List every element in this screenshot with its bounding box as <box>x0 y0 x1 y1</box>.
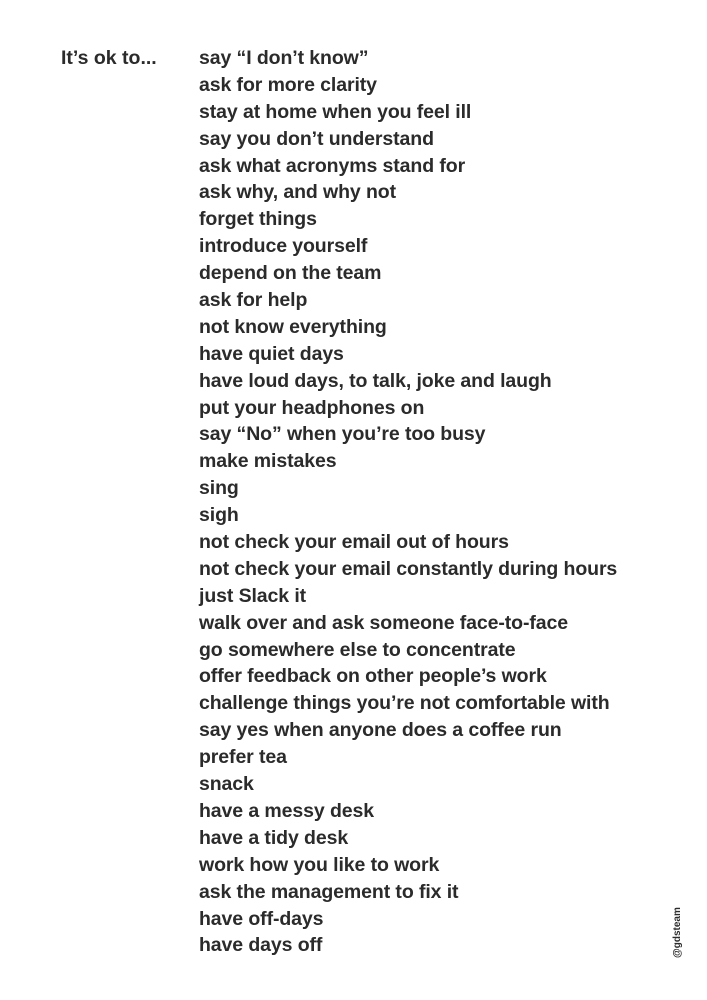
list-item: forget things <box>199 208 317 231</box>
list-item: say yes when anyone does a coffee run <box>199 719 562 742</box>
list-item: say “No” when you’re too busy <box>199 423 486 446</box>
list-item: ask why, and why not <box>199 181 397 204</box>
list-item: introduce yourself <box>199 235 368 258</box>
list-item: go somewhere else to concentrate <box>199 638 516 661</box>
list-item: ask the management to fix it <box>199 880 459 903</box>
list-item: depend on the team <box>199 262 382 285</box>
social-handle: @gdsteam <box>672 907 683 958</box>
list-item: have days off <box>199 934 323 957</box>
list-item: ask what acronyms stand for <box>199 154 466 177</box>
list-item: have quiet days <box>199 342 344 365</box>
list-item: just Slack it <box>199 584 307 607</box>
list-item: have a messy desk <box>199 799 375 822</box>
list-item: make mistakes <box>199 450 337 473</box>
poster-heading: It’s ok to... <box>61 47 157 69</box>
list-item: have off-days <box>199 907 324 930</box>
list-item: not know everything <box>199 315 387 338</box>
list-item: sigh <box>199 504 239 527</box>
list-item: work how you like to work <box>199 853 440 876</box>
list-item: ask for more clarity <box>199 73 377 96</box>
list-item: put your headphones on <box>199 396 425 419</box>
list-item: sing <box>199 477 239 500</box>
list-item: not check your email out of hours <box>199 531 509 554</box>
list-item: not check your email constantly during hours <box>199 557 618 580</box>
list-item: walk over and ask someone face-to-face <box>199 611 569 634</box>
list-item: ask for help <box>199 289 308 312</box>
list-item: say “I don’t know” <box>199 47 369 69</box>
list-item: challenge things you’re not comfortable with <box>199 692 610 715</box>
list-item: have a tidy desk <box>199 826 349 849</box>
ok-list <box>199 45 617 959</box>
list-item: have loud days, to talk, joke and laugh <box>199 369 552 392</box>
list-item: say you don’t understand <box>199 127 434 150</box>
list-item: offer feedback on other people’s work <box>199 665 547 688</box>
list-item: prefer tea <box>199 746 287 769</box>
list-item: snack <box>199 773 254 796</box>
list-item: stay at home when you feel ill <box>199 100 472 123</box>
